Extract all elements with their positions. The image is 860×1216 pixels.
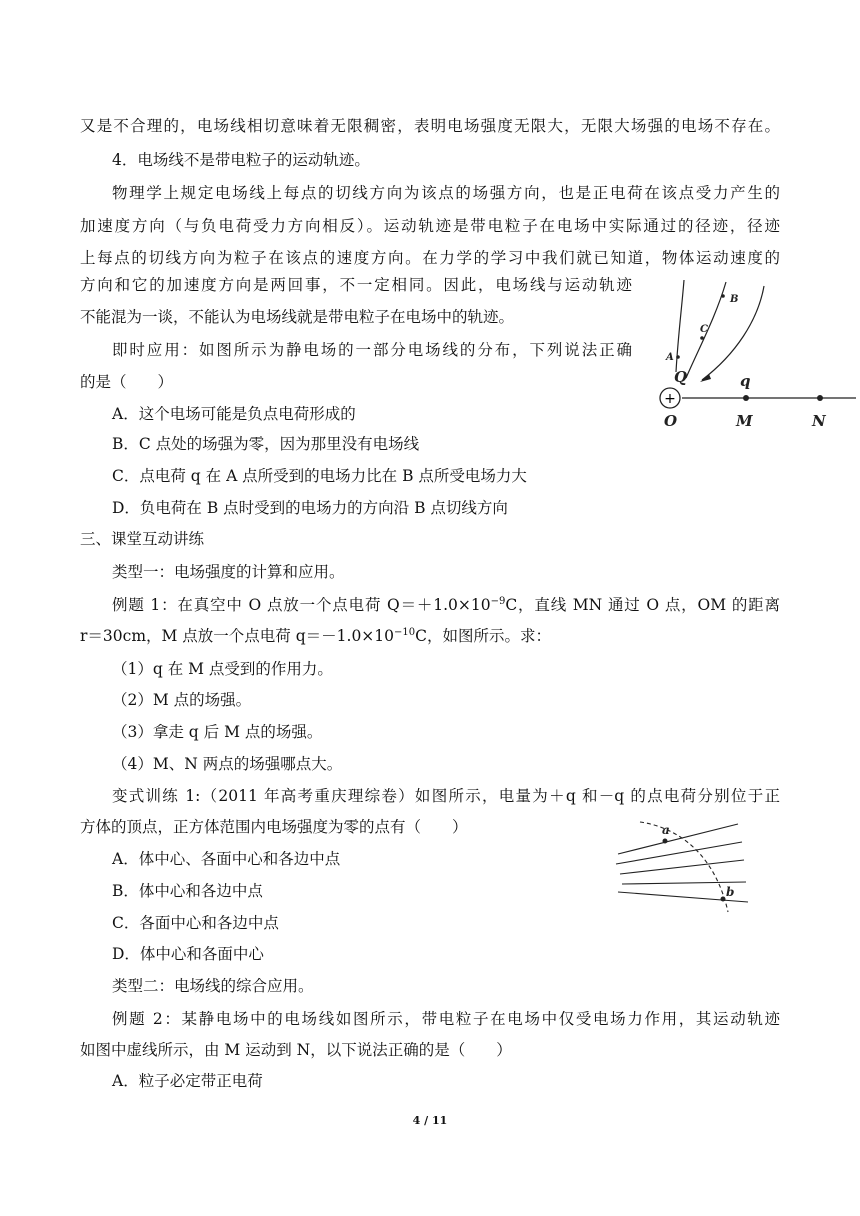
field-line	[618, 824, 738, 854]
sub-question: （3）拿走 q 后 M 点的场强。	[112, 723, 323, 741]
sub-question: （4）M、N 两点的场强哪点大。	[112, 755, 343, 773]
arrowhead	[700, 374, 711, 382]
option-a: A．体中心、各面中心和各边中点	[112, 850, 341, 868]
subsection-heading: 类型二：电场线的综合应用。	[112, 977, 314, 995]
point-a	[663, 839, 668, 844]
option-c: C．各面中心和各边中点	[112, 914, 279, 932]
option-b: B．C 点处的场强为零，因为那里没有电场线	[112, 435, 420, 453]
label-a: A	[666, 352, 674, 363]
point-a	[676, 355, 680, 359]
section-heading: 三、课堂互动讲练	[80, 530, 205, 548]
sub-question: （2）M 点的场强。	[112, 691, 252, 709]
paragraph-line: 加速度方向（与负电荷受力方向相反）。运动轨迹是带电粒子在电场中实际通过的径迹，径迹	[80, 217, 780, 235]
option-b: B．体中心和各边中点	[112, 882, 263, 900]
label-n: N	[812, 412, 826, 430]
point-c	[700, 336, 704, 340]
field-line	[622, 882, 746, 884]
option-d: D．体中心和各面中心	[112, 945, 264, 963]
label-b: b	[726, 885, 735, 899]
label-a: a	[662, 823, 670, 837]
field-line	[620, 860, 744, 874]
example-line: r＝30cm，M 点放一个点电荷 $q=-1.0\times 10^{-10}C$，如图所示。求：	[80, 627, 552, 645]
example-line: 如图中虚线所示，由 M 运动到 N，以下说法正确的是（ ）	[80, 1041, 512, 1059]
example-line: 例题 1：在真空中 O 点放一个点电荷 $Q=+1.0\times 10^{-9}C$，直线 MN 通过 O 点，OM 的距离	[112, 596, 780, 614]
paragraph-line: 又是不合理的，电场线相切意味着无限稠密，表明电场强度无限大，无限大场强的电场不存在。	[80, 117, 780, 135]
page-number: 4 / 11	[412, 1114, 448, 1127]
point-b	[721, 897, 726, 902]
plus-sign: +	[664, 391, 676, 407]
point-n	[817, 395, 823, 401]
question-stem: 即时应用：如图所示为静电场的一部分电场线的分布，下列说法正确	[112, 341, 632, 359]
exercise-line: 方体的顶点，正方体范围内电场强度为零的点有（ ）	[80, 818, 468, 836]
label-b: B	[730, 294, 739, 305]
example-line: 例题 2：某静电场中的电场线如图所示，带电粒子在电场中仅受电场力作用，其运动轨迹	[112, 1010, 780, 1028]
point-b	[721, 294, 725, 298]
option-a: A．这个电场可能是负点电荷形成的	[112, 405, 356, 423]
option-a: A．粒子必定带正电荷	[112, 1072, 263, 1090]
point-m	[743, 395, 749, 401]
exercise-line: 变式训练 1:（2011 年高考重庆理综卷）如图所示，电量为＋q 和－q 的点电荷分别位于正	[112, 787, 780, 805]
question-stem: 的是（ ）	[80, 373, 174, 391]
field-line-figure	[640, 276, 858, 436]
label-q-lower: q	[740, 372, 751, 390]
trajectory-figure	[612, 818, 762, 914]
option-c: C．点电荷 q 在 A 点所受到的电场力比在 B 点所受电场力大	[112, 467, 527, 485]
section-heading: 4．电场线不是带电粒子的运动轨迹。	[112, 151, 370, 169]
paragraph-line: 上每点的切线方向为粒子在该点的速度方向。在力学的学习中我们就已知道，物体运动速度的	[80, 249, 780, 267]
sub-question: （1）q 在 M 点受到的作用力。	[112, 660, 333, 678]
paragraph-line: 方向和它的加速度方向是两回事，不一定相同。因此，电场线与运动轨迹	[80, 276, 632, 294]
label-c: C	[700, 324, 708, 335]
option-d: D．负电荷在 B 点时受到的电场力的方向沿 B 点切线方向	[112, 499, 508, 517]
subsection-heading: 类型一：电场强度的计算和应用。	[112, 563, 345, 581]
paragraph-line: 不能混为一谈，不能认为电场线就是带电粒子在电场中的轨迹。	[80, 308, 515, 326]
paragraph-line: 物理学上规定电场线上每点的切线方向为该点的场强方向，也是正电荷在该点受力产生的	[112, 184, 780, 202]
label-q-upper: Q	[674, 368, 688, 386]
label-m: M	[736, 412, 753, 430]
label-o: O	[664, 412, 678, 430]
field-line	[616, 842, 742, 864]
